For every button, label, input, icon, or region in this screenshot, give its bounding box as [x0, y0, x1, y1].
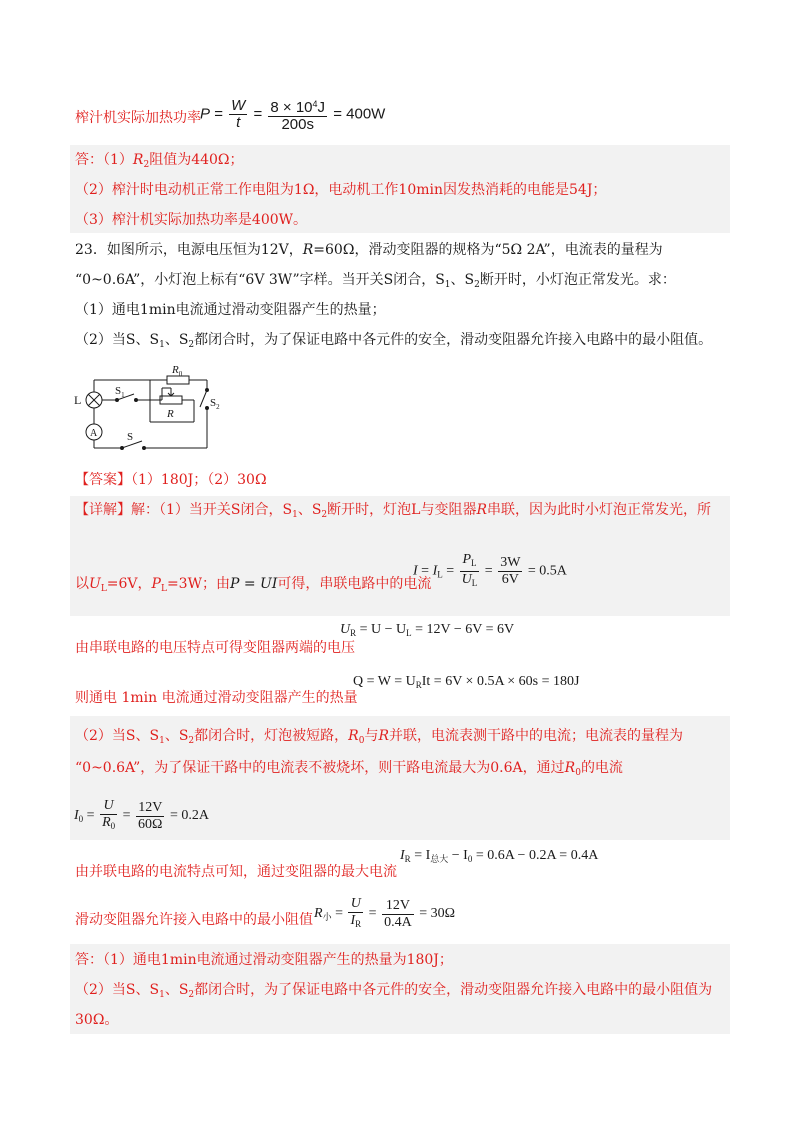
detail-p2-line2: “0~0.6A”，为了保证干路中的电流表不被烧坏，则干路电流最大为0.6A，通过$R_0$的电流	[75, 760, 623, 778]
answer23-line: 【答案】（1）180J；（2）30Ω	[75, 472, 267, 488]
formula-heat: $Q = W = U_RIt = 6V \times 0.5A \times 60s = 180J$	[353, 674, 580, 690]
formula-voltage-rheostat: $U_R = U - U_L = 12V - 6V = 6V$	[340, 622, 515, 638]
q23-line1: 23．如图所示，电源电压恒为12V，R=60Ω，滑动变阻器的规格为“5Ω 2A”，电流表的量程为	[75, 242, 663, 258]
detail-line4: 则通电 1min 电流通过滑动变阻器产生的热量	[75, 690, 358, 706]
label-s2: $S_2$	[210, 397, 220, 411]
juicer-power-formula: P = $\frac{W}{t}$ = $\frac{8 \times 10^4J}{200s}$ = 400W	[200, 97, 386, 133]
formula-current-series: $I = I_L$ = $\frac{P_L}{U_L}$ = $\frac{3W}{6V}$ = 0.5A	[413, 552, 567, 588]
label-a: A	[90, 428, 98, 439]
answer22-line1: 答：$(1)R_2$阻值为440Ω；	[75, 152, 244, 170]
final-answer-line1: 答：（1）通电1min电流通过滑动变阻器产生的热量为180J；	[75, 952, 453, 968]
circuit-diagram	[72, 362, 222, 452]
svg-text:L: L	[74, 393, 82, 407]
label-s: S	[127, 431, 134, 443]
detail-line1: 【详解】解：（1）当开关S闭合，$S_1$、$S_2$断开时，灯泡L与变阻器R串联，因为此时小灯泡正常发光，所	[75, 502, 711, 520]
detail-line3: 由串联电路的电压特点可得变阻器两端的电压	[75, 640, 355, 656]
answer22-line2: （2）榨汁时电动机正常工作电阻为1Ω，电动机工作10min因发热消耗的电能是54J；	[75, 182, 607, 198]
q23-line3: （1）通电1min电流通过滑动变阻器产生的热量；	[75, 302, 386, 318]
final-answer-line3: 30Ω。	[75, 1012, 119, 1028]
formula-current-r0: $I_0$ = $\frac{U}{R_0}$ = $\frac{12V}{60\Omega}$ = 0.2A	[74, 798, 209, 832]
label-r0: $R_0$	[172, 364, 183, 378]
detail-line2: 以$U_L=6V$，$P_L=3W$；由P = UI可得，串联电路中的电流	[75, 576, 432, 594]
rheostat-r	[160, 396, 182, 404]
detail-p2-line1: （2）当S、$S_1$、$S_2$都闭合时，灯泡被短路，$R_0$与R并联，电流表测干路中的电流；电流表的量程为	[75, 728, 683, 746]
switch-s2	[200, 390, 207, 407]
juicer-power-label: 榨汁机实际加热功率	[75, 110, 201, 126]
q23-line2: “0~0.6A”，小灯泡上标有“6V 3W”字样。当开关S闭合，$S_1$、$S_2$断开时，小灯泡正常发光。求：	[75, 272, 676, 290]
final-answer-line2: （2）当S、$S_1$、$S_2$都闭合时，为了保证电路中各元件的安全，滑动变阻器允许接入电路中的最小阻值为	[75, 982, 713, 1000]
detail-line6: 滑动变阻器允许接入电路中的最小阻值	[75, 912, 313, 928]
q23-line4: （2）当S、$S_1$、$S_2$都闭合时，为了保证电路中各元件的安全，滑动变阻器允许接入电路中的最小阻值。	[75, 332, 713, 350]
answer22-line3: （3）榨汁机实际加热功率是400W。	[75, 212, 308, 228]
detail-line5: 由并联电路的电流特点可知，通过变阻器的最大电流	[75, 864, 397, 880]
formula-min-resistance: $R_小$ = $\frac{U}{I_R}$ = $\frac{12V}{0.4A}$ = 30Ω	[314, 896, 456, 930]
label-r: R	[167, 408, 174, 420]
label-s1: $S_1$	[115, 385, 125, 399]
formula-current-rheostat: $I_R = I_{总大} - I_0 = 0.6A - 0.2A = 0.4A$	[400, 848, 599, 864]
